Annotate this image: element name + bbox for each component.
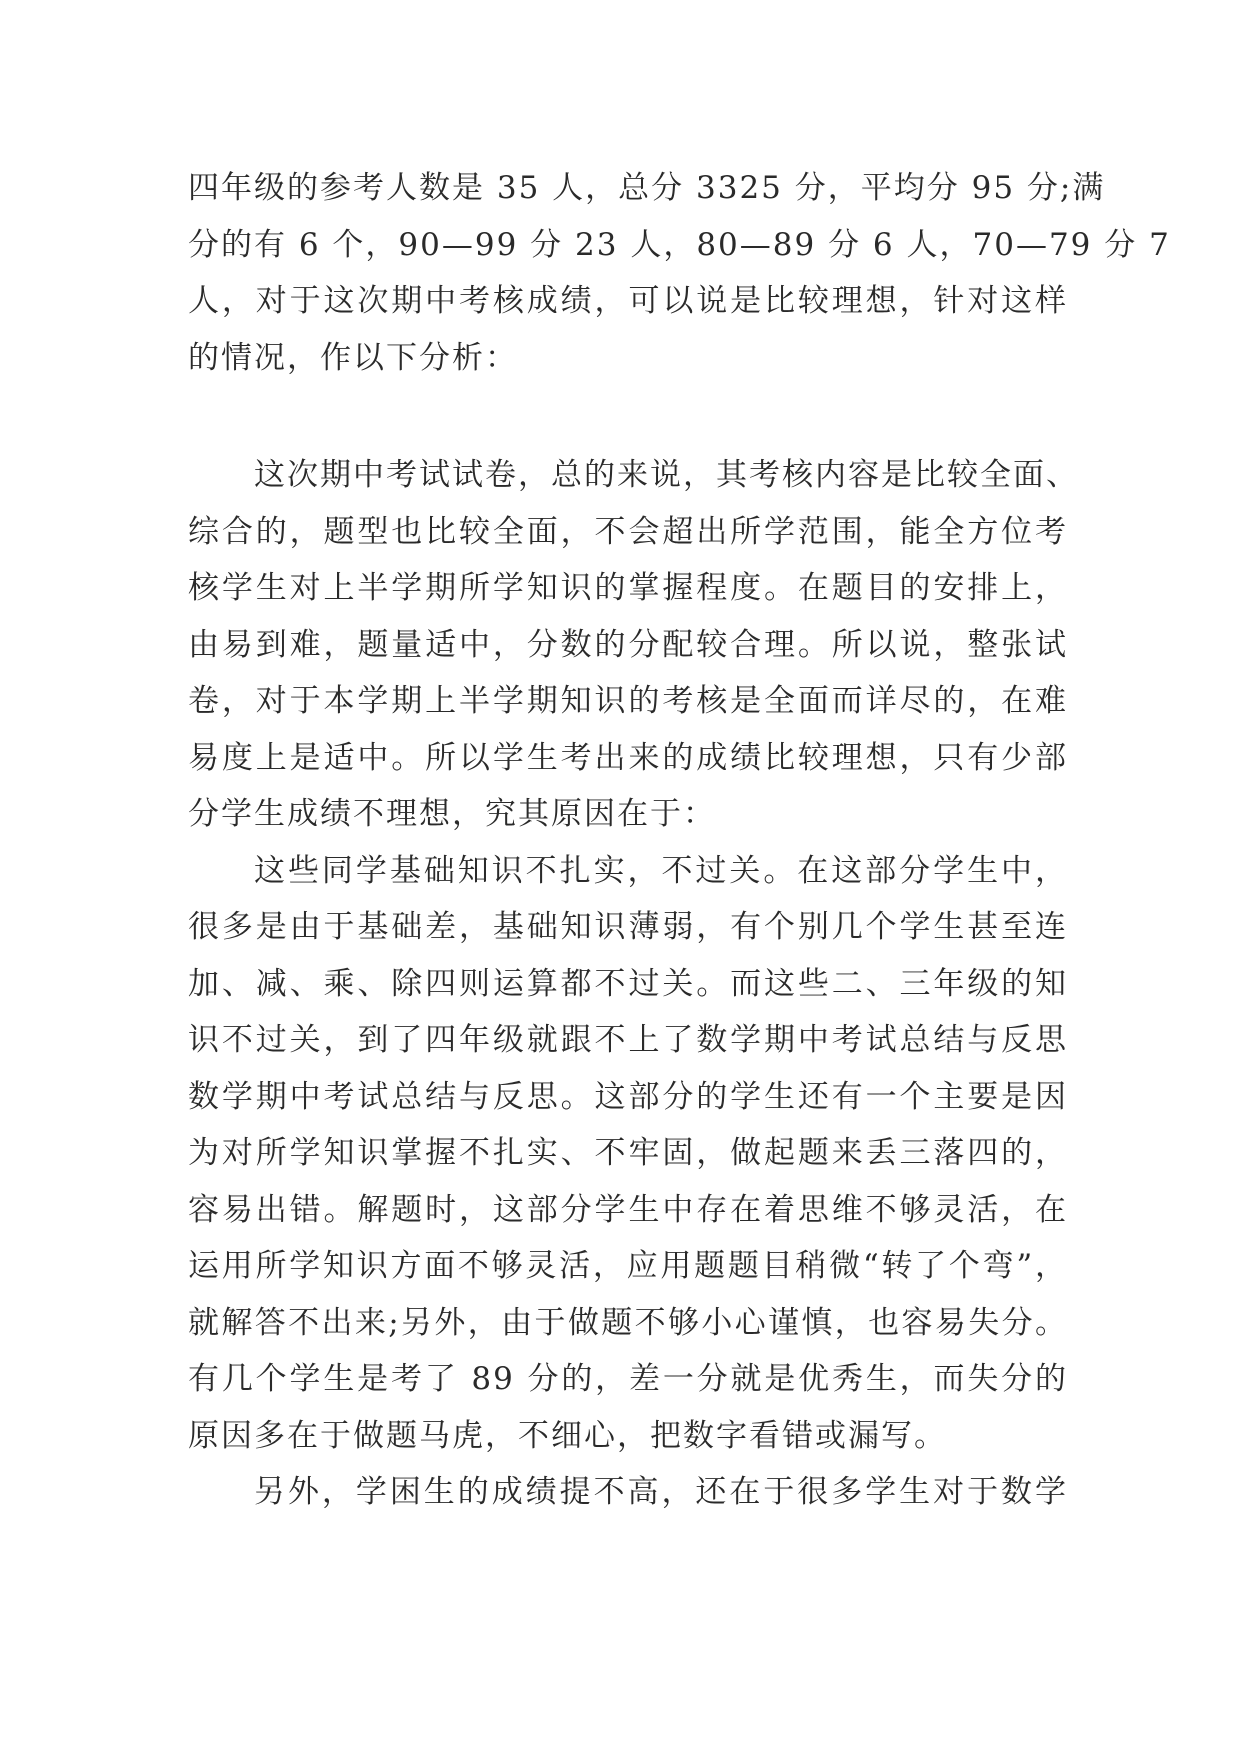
text-line: 数学期中考试总结与反思。这部分的学生还有一个主要是因 [188, 1078, 1068, 1115]
text-line: 的情况，作以下分析： [188, 339, 518, 376]
text-line: 识不过关，到了四年级就跟不上了数学期中考试总结与反思 [188, 1022, 1068, 1058]
text-line: 为对所学知识掌握不扎实、不牢固，做起题来丢三落四的， [188, 1135, 1068, 1171]
text-line: 人，对于这次期中考核成绩，可以说是比较理想，针对这样 [188, 283, 1068, 319]
body-text [188, 447, 1079, 1521]
text-line: 四年级的参考人数是 35 人，总分 3325 分，平均分 95 分;满 [188, 170, 1106, 206]
text-line: 卷，对于本学期上半学期知识的考核是全面而详尽的，在难 [188, 683, 1068, 719]
text-line: 综合的，题型也比较全面，不会超出所学范围，能全方位考 [188, 513, 1068, 550]
text-line: 很多是由于基础差，基础知识薄弱，有个别几个学生甚至连 [188, 909, 1068, 945]
text-line: 容易出错。解题时，这部分学生中存在着思维不够灵活，在 [188, 1191, 1068, 1228]
paragraph-struggling-students [188, 1464, 1068, 1521]
text-line: 分学生成绩不理想，究其原因在于： [188, 796, 716, 832]
text-line: 原因多在于做题马虎，不细心，把数字看错或漏写。 [188, 1417, 947, 1454]
text-line: 这些同学基础知识不扎实，不过关。在这部分学生中， [254, 852, 1068, 889]
text-line: 分的有 6 个，90—99 分 23 人，80—89 分 6 人，70—79 分 7 [188, 226, 1171, 263]
text-line: 加、减、乘、除四则运算都不过关。而这些二、三年级的知 [188, 965, 1068, 1002]
text-line: 运用所学知识方面不够灵活，应用题题目稍微“转了个弯”， [188, 1248, 1068, 1284]
text-line: 核学生对上半学期所学知识的掌握程度。在题目的安排上， [188, 570, 1068, 606]
text-line: 易度上是适中。所以学生考出来的成绩比较理想，只有少部 [188, 739, 1068, 776]
text-line: 就解答不出来;另外，由于做题不够小心谨慎，也容易失分。 [188, 1304, 1068, 1341]
text-line: 另外，学困生的成绩提不高，还在于很多学生对于数学 [254, 1474, 1068, 1510]
text-line: 有几个学生是考了 89 分的，差一分就是优秀生，而失分的 [188, 1361, 1068, 1397]
text-line: 这次期中考试试卷，总的来说，其考核内容是比较全面、 [254, 457, 1079, 493]
paragraph-weak-foundation [188, 843, 1068, 1465]
paragraph-exam-overview [188, 447, 1079, 843]
text-line: 由易到难，题量适中，分数的分配较合理。所以说，整张试 [188, 626, 1068, 663]
paragraph-score-summary [188, 160, 1171, 386]
